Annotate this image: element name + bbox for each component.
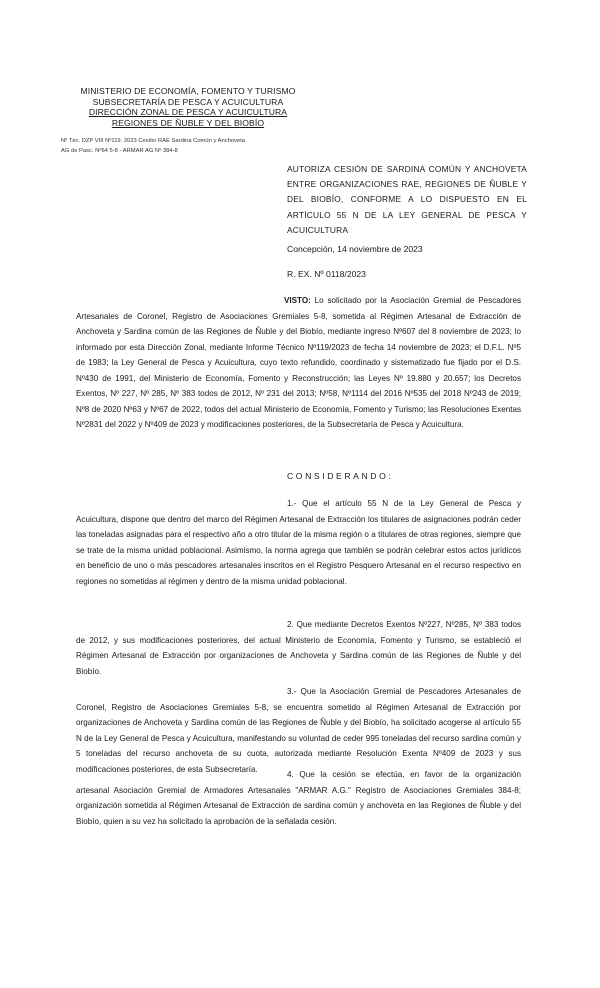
institution-header — [78, 86, 298, 128]
reference-note — [61, 137, 301, 156]
resolution-date: Concepción, 14 noviembre de 2023 — [287, 244, 423, 254]
header-regions: REGIONES DE ÑUBLE Y DEL BIOBÍO — [111, 117, 265, 128]
considerando-4 — [76, 767, 521, 829]
considerando-1-text: 1.- Que el artículo 55 N de la Ley General de Pesca y Acuicultura, dispone que dentro del marco del Régimen Artesanal de Extracción los titulares de asignaciones podrán ceder las toneladas asignadas para el respectivo año a otro titular de la misma región o a titulares de otras regiones, siempre que se trate de la misma unidad poblacional. Asimismo, la norma agrega que también se podrán celebrar estos actos jurídicos en beneficio de uno o más pescadores artesanales inscritos en el Registro Pesquero Artesanal en el recurso respectivo en regiones no sometidas al régimen y dentro de la misma unidad poblacional. — [76, 499, 521, 586]
considerando-2 — [76, 617, 521, 679]
considerando-1 — [76, 496, 521, 589]
header-zonal-direction: DIRECCIÓN ZONAL DE PESCA Y ACUICULTURA — [88, 107, 288, 118]
considerando-3 — [76, 684, 521, 777]
header-ministry: MINISTERIO DE ECONOMÍA, FOMENTO Y TURISMO — [80, 86, 296, 96]
considerando-3-text: 3.- Que la Asociación Gremial de Pescadores Artesanales de Coronel, Registro de Asociaciones Gremiales 5-8, se encuentra sometido al Régimen Artesanal de Extracción por organizaciones de Anchoveta y Sardina común de las Regiones de Ñuble y del Biobío, ha solicitado acogerse al artículo 55 N de la Ley General de Pesca y Acuicultura, manifestando su voluntad de ceder 995 toneladas del recurso sardina común y 5 toneladas del recurso anchoveta de su cuota, autorizada mediante Resolución Exenta Nº409 de 2023 y sus modificaciones posteriores, de esta Subsecretaría. — [76, 687, 521, 774]
reference-line-1: Nº Téc. DZP VIII Nº119. 2023 Cesión RAE Sardina Común y Anchoveta — [61, 138, 246, 144]
visto-text: Lo solicitado por la Asociación Gremial de Pescadores Artesanales de Coronel, Registro de Asociaciones Gremiales 5-8, sometida al Régimen Artesanal de Extracción de Anchoveta y Sardina común de las Regiones de Ñuble y del Biobío, mediante ingreso Nº607 del 8 noviembre de 2023; lo informado por esta Dirección Zonal, mediante Informe Técnico Nº119/2023 de fecha 14 noviembre de 2023; el D.F.L. Nº5 de 1983; la Ley General de Pesca y Acuicultura, cuyo texto refundido, coordinado y sistematizado fue fijado por el D.S. Nº430 de 1991, del Ministerio de Economía, Fomento y Reconstrucción; las Leyes Nº 19.880 y 20.657; los Decretos Exentos, Nº 227, Nº 285, Nº 383 todos de 2012, Nº 231 del 2013; Nº58, Nº1114 del 2016 Nº535 del 2018 Nº243 de 2019; Nº8 de 2020 Nº63 y Nº67 de 2022, todos del actual Ministerio de Economía, Fomento y Turismo; las Resoluciones Exentas Nº2831 del 2022 y Nº409 de 2023 y modificaciones posteriores, de la Subsecretaría de Pesca y Acuicultura. — [76, 296, 521, 429]
considerando-4-text: 4. Que la cesión se efectúa, en favor de la organización artesanal Asociación Gremial de Armadores Artesanales "ARMAR A.G." Registro de Asociaciones Gremiales 384-8; organización sometida al Régimen Artesanal de Extracción de sardina común y anchoveta en las Regiones de Ñuble y del Biobío, quien a su vez ha solicitado la aprobación de la señalada cesión. — [76, 770, 521, 826]
considerando-2-text: 2. Que mediante Decretos Exentos Nº227, Nº285, Nº 383 todos de 2012, y sus modificaciones posteriores, del actual Ministerio de Economía, Fomento y Turismo, se estableció el Régimen Artesanal de Extracción por organizaciones de Anchoveta y Sardina común de las Regiones de Ñuble y del Biobío. — [76, 620, 521, 676]
header-subsecretariat: SUBSECRETARÍA DE PESCA Y ACUICULTURA — [92, 96, 284, 107]
resolution-subject: AUTORIZA CESIÓN DE SARDINA COMÚN Y ANCHOVETA ENTRE ORGANIZACIONES RAE, REGIONES DE ÑUBLE Y DEL BIOBÍO, CONFORME A LO DISPUESTO EN EL ARTÍCULO 55 N DE LA LEY GENERAL DE PESCA Y ACUICULTURA — [287, 164, 527, 235]
visto-label: VISTO: — [284, 296, 311, 305]
resolution-number: R. EX. Nº 0118/2023 — [287, 269, 366, 279]
reference-line-2: AG de Pasc. Nº64 5-8 - ARMAR AG Nº 384-8 — [61, 147, 178, 154]
considerando-title: CONSIDERANDO: — [287, 471, 394, 481]
visto-section — [76, 293, 521, 433]
